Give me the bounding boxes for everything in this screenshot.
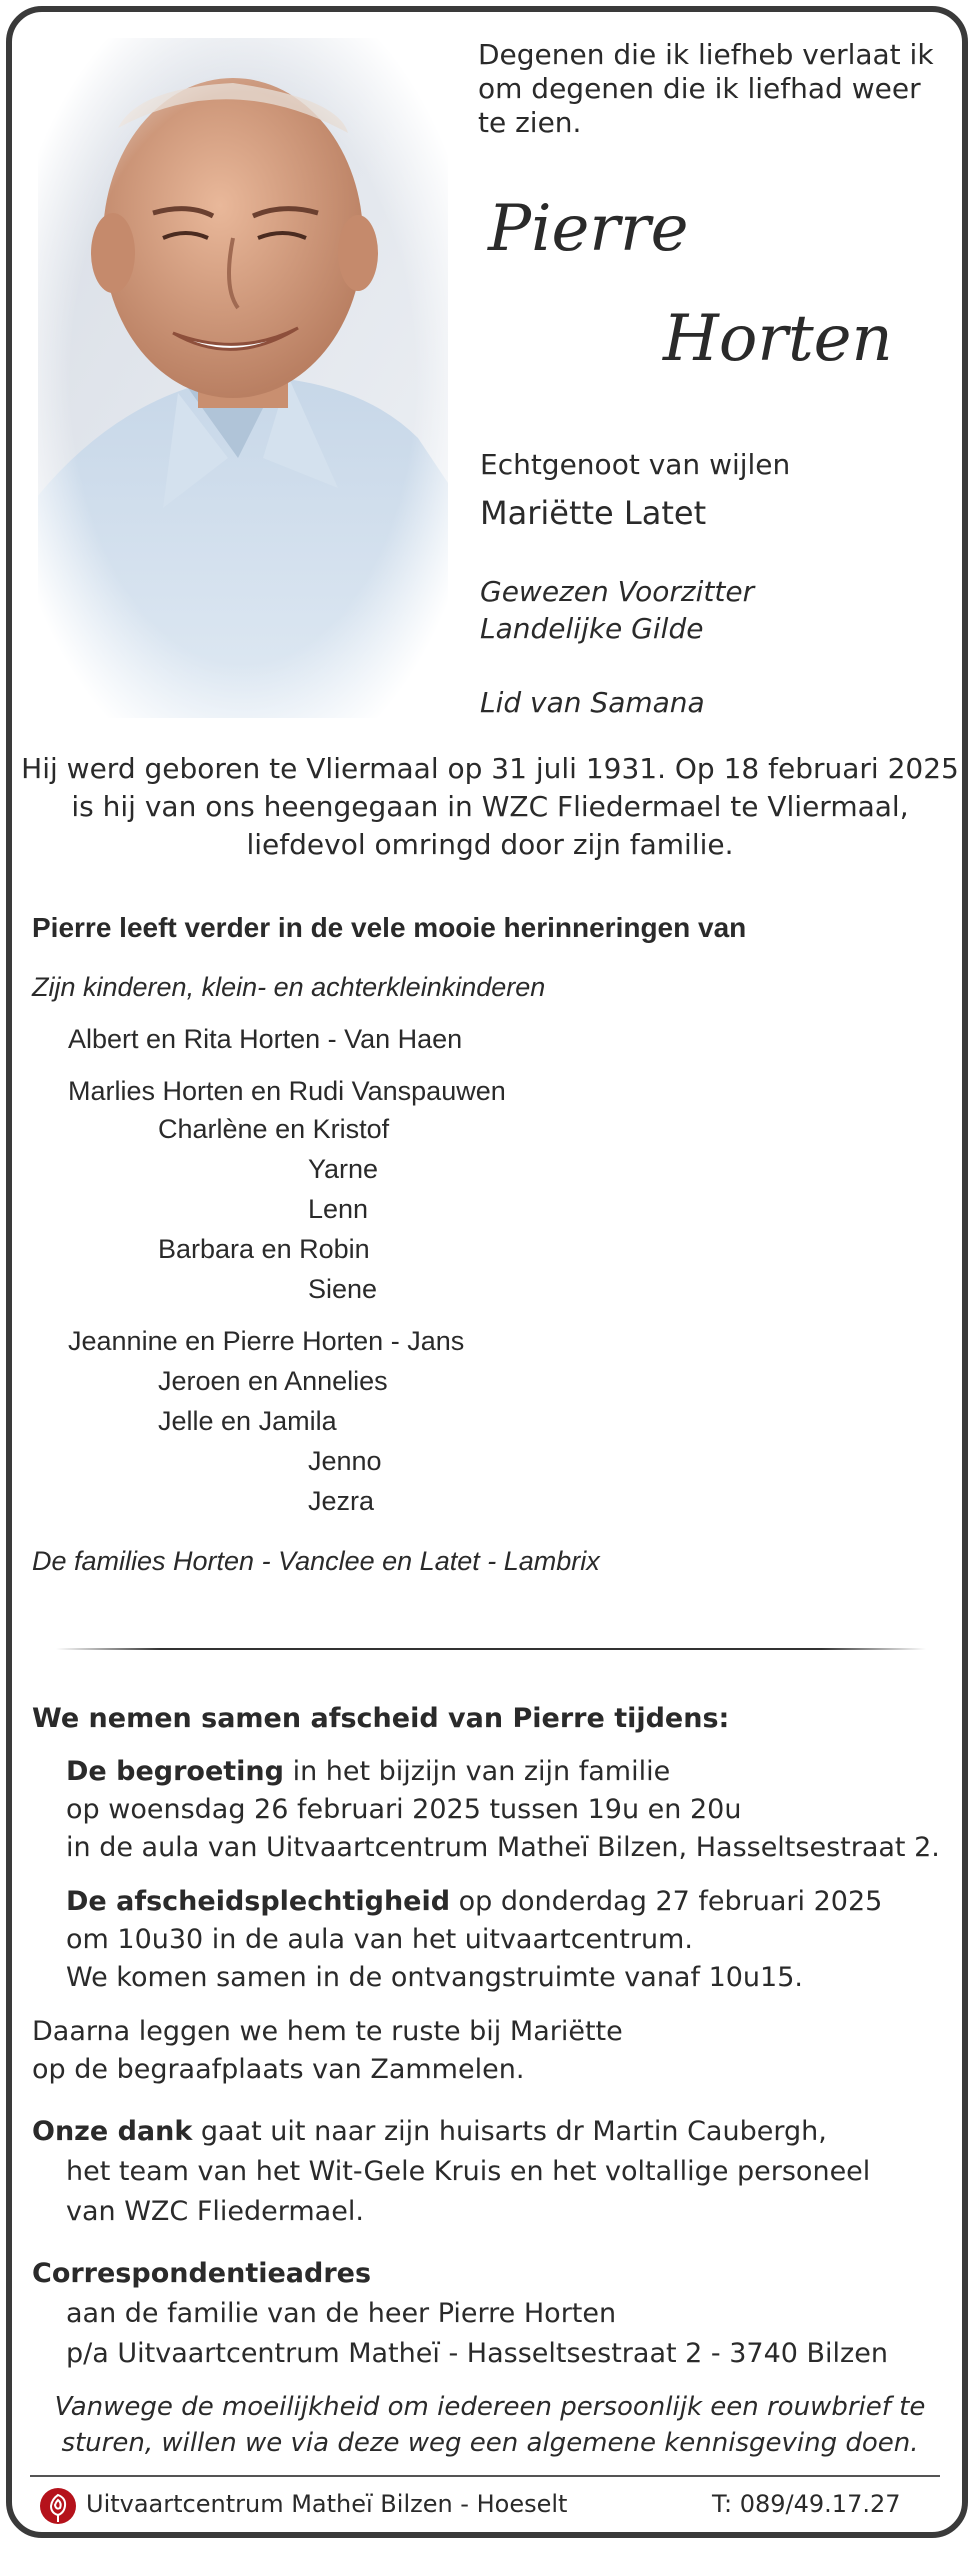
- first-name: Pierre: [488, 192, 689, 266]
- poem-line: om degenen die ik liefhad weer: [478, 72, 921, 105]
- poem: [478, 38, 938, 140]
- begroeting-text: in het bijzijn van zijn familie: [283, 1756, 671, 1787]
- family-member: Marlies Horten en Rudi Vanspauwen: [68, 1076, 506, 1106]
- ceremony-gathering: We komen samen in de ontvangstruimte vanaf 10u15.: [66, 1962, 803, 1993]
- funeral-home-phone: T: 089/49.17.27: [712, 2490, 901, 2518]
- last-name: Horten: [663, 302, 893, 376]
- footer-divider: [30, 2475, 940, 2477]
- family-member: Charlène en Kristof: [158, 1114, 390, 1144]
- portrait-photo: [38, 38, 448, 718]
- rose-logo-icon: [38, 2486, 78, 2526]
- thanks-line: [32, 2116, 827, 2147]
- begroeting-title: De begroeting: [66, 1756, 284, 1787]
- family-member: Jeroen en Annelies: [158, 1366, 388, 1396]
- family-member: Siene: [308, 1274, 378, 1304]
- family-member: Jeannine en Pierre Horten - Jans: [68, 1326, 465, 1356]
- poem-line: te zien.: [478, 106, 582, 139]
- notice-line: Vanwege de moeilijkheid om iedereen persoonlijk een rouwbrief te: [54, 2392, 926, 2422]
- birth-death-line: liefdevol omringd door zijn familie.: [246, 828, 734, 861]
- family-member: Jelle en Jamila: [158, 1406, 337, 1436]
- family-member: Jenno: [308, 1446, 382, 1476]
- family-intro: Zijn kinderen, klein- en achterkleinkinderen: [32, 972, 546, 1002]
- role-line: Lid van Samana: [480, 686, 705, 719]
- deceased-name: [478, 170, 938, 400]
- family-member: Jezra: [308, 1486, 375, 1516]
- spouse-label: Echtgenoot van wijlen: [480, 448, 791, 481]
- role-line: Landelijke Gilde: [480, 612, 704, 645]
- funeral-home-name: Uitvaartcentrum Matheï Bilzen - Hoeselt: [86, 2490, 568, 2518]
- role-line: Gewezen Voorzitter: [480, 575, 755, 608]
- thanks-line: het team van het Wit-Gele Kruis en het voltallige personeel: [66, 2156, 871, 2187]
- correspondence-line: p/a Uitvaartcentrum Matheï - Hasseltsestraat 2 - 3740 Bilzen: [66, 2338, 888, 2369]
- thanks-title: Onze dank: [32, 2116, 193, 2147]
- thanks-text: gaat uit naar zijn huisarts dr Martin Caubergh,: [192, 2116, 827, 2147]
- family-member: Albert en Rita Horten - Van Haen: [68, 1024, 463, 1054]
- burial-line: op de begraafplaats van Zammelen.: [32, 2054, 525, 2085]
- notice-line: sturen, willen we via deze weg een algemene kennisgeving doen.: [61, 2428, 919, 2458]
- ceremony-title: De afscheidsplechtigheid: [66, 1886, 451, 1917]
- poem-line: Degenen die ik liefheb verlaat ik: [478, 38, 934, 71]
- ceremony-line: [66, 1886, 882, 1917]
- burial-line: Daarna leggen we hem te ruste bij Mariëtte: [32, 2016, 623, 2047]
- birth-death-line: is hij van ons heengegaan in WZC Fliedermael te Vliermaal,: [71, 790, 909, 823]
- begroeting-location: in de aula van Uitvaartcentrum Matheï Bilzen, Hasseltsestraat 2.: [66, 1832, 940, 1863]
- farewell-heading: We nemen samen afscheid van Pierre tijdens:: [32, 1703, 730, 1734]
- family-member: Yarne: [308, 1154, 379, 1184]
- divider: [56, 1648, 926, 1650]
- correspondence-title: Correspondentieadres: [32, 2258, 372, 2289]
- birth-death-line: Hij werd geboren te Vliermaal op 31 juli 1931. Op 18 februari 2025: [21, 752, 959, 785]
- memories-heading: Pierre leeft verder in de vele mooie herinneringen van: [32, 912, 747, 943]
- spouse-name: Mariëtte Latet: [480, 494, 707, 532]
- families-line: De families Horten - Vanclee en Latet - Lambrix: [32, 1546, 600, 1576]
- correspondence-line: aan de familie van de heer Pierre Horten: [66, 2298, 617, 2329]
- ceremony-date: op donderdag 27 februari 2025: [450, 1886, 883, 1917]
- begroeting-line: [66, 1756, 670, 1787]
- family-member: Lenn: [308, 1194, 369, 1224]
- family-member: Barbara en Robin: [158, 1234, 370, 1264]
- ceremony-time: om 10u30 in de aula van het uitvaartcentrum.: [66, 1924, 693, 1955]
- begroeting-date: op woensdag 26 februari 2025 tussen 19u en 20u: [66, 1794, 742, 1825]
- thanks-line: van WZC Fliedermael.: [66, 2196, 364, 2227]
